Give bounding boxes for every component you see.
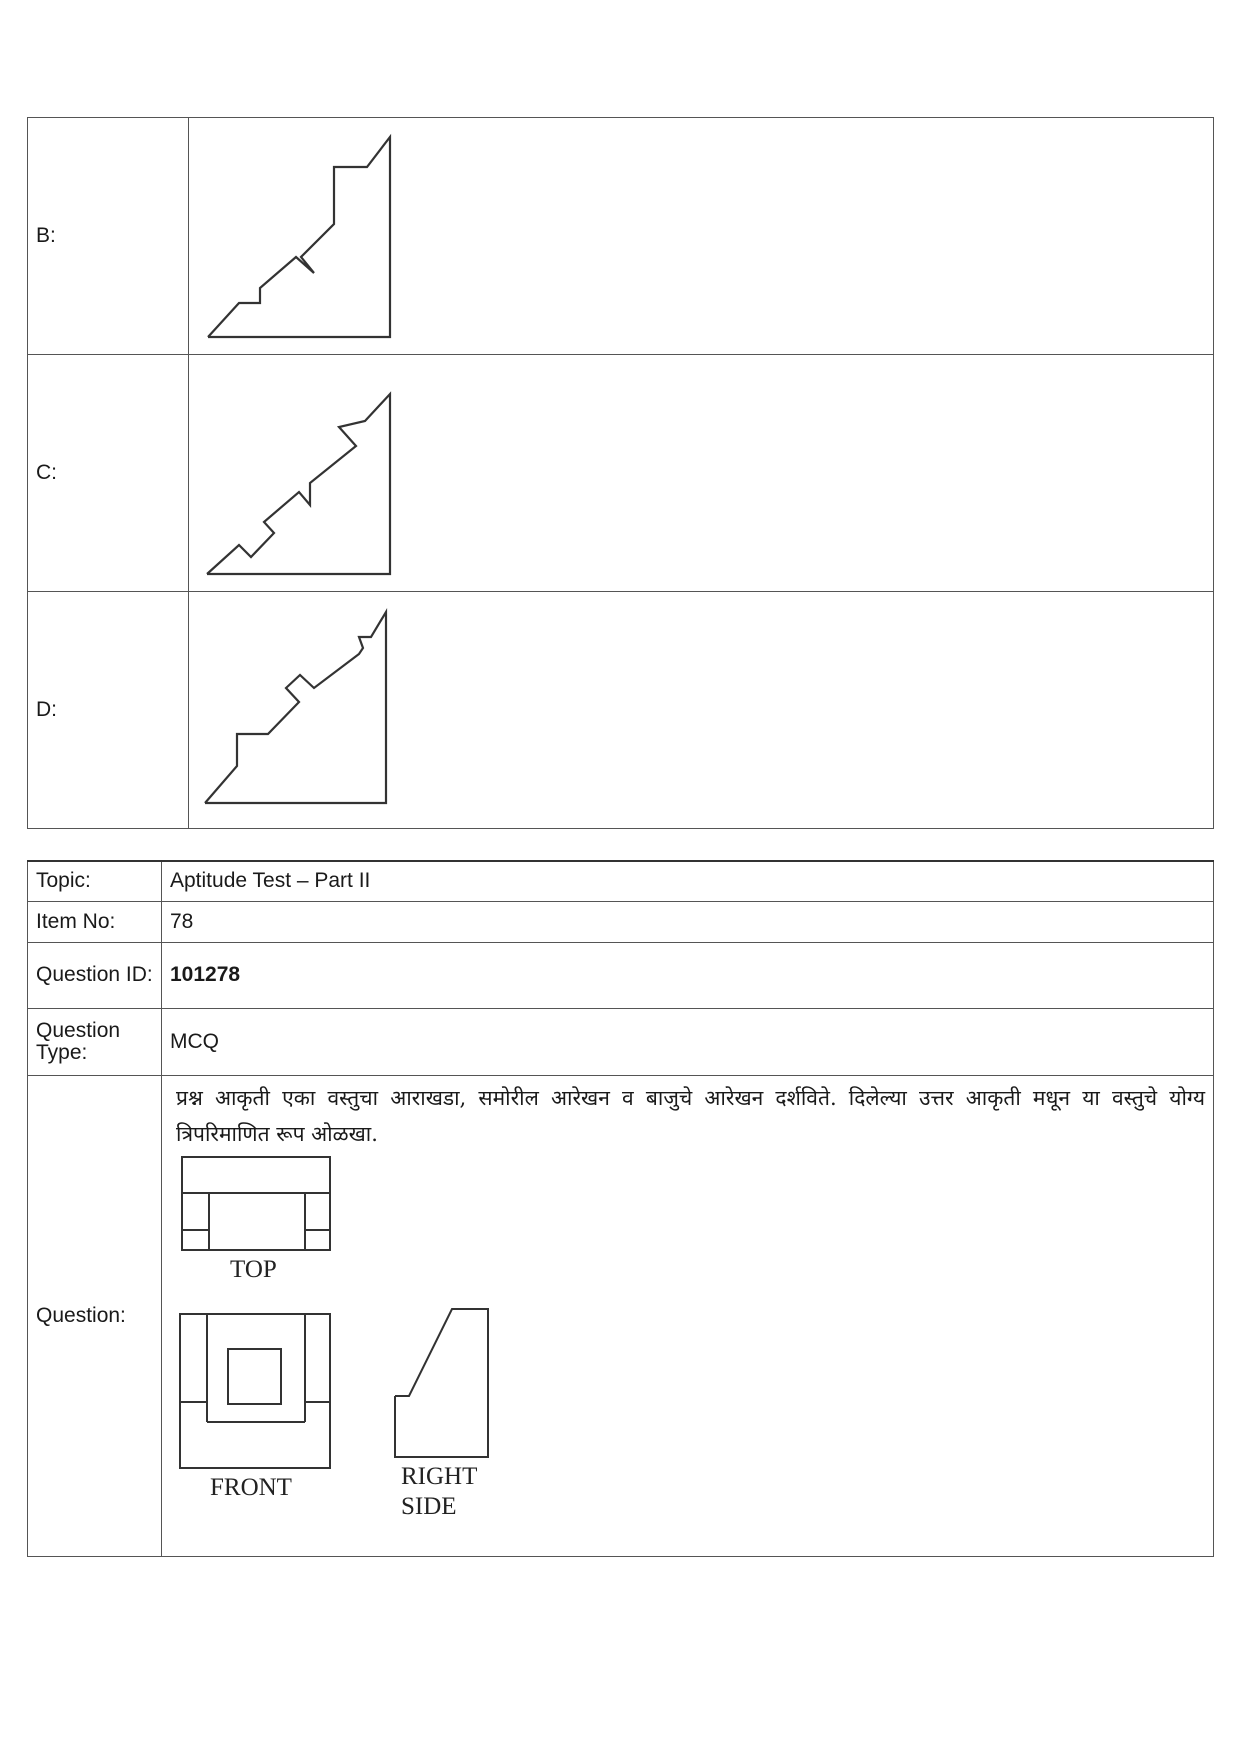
option-c-figure	[189, 355, 489, 591]
question-text: प्रश्न आकृती एका वस्तुचा आराखडा, समोरील आरेखन व बाजुचे आरेखन दर्शविते. दिलेल्या उत्तर आकृती मधून या वस्तुचे योग्य त्रिपरिमाणित रूप ओळखा.	[176, 1085, 1205, 1146]
question-id-label: Question ID:	[28, 942, 162, 1008]
question-id-value: 101278	[162, 942, 1214, 1008]
topic-value: Aptitude Test – Part II	[162, 861, 1214, 901]
option-d-figure	[189, 592, 489, 828]
question-label: Question:	[28, 1075, 162, 1556]
topic-row	[28, 861, 1214, 901]
option-figure-cell	[189, 355, 1214, 592]
question-row	[28, 1075, 1214, 1556]
option-b-shape	[208, 137, 390, 337]
top-view-label: TOP	[230, 1255, 277, 1283]
item-no-label: Item No:	[28, 901, 162, 942]
question-body	[162, 1075, 1214, 1556]
topic-label: Topic:	[28, 861, 162, 901]
option-label: B:	[28, 118, 189, 355]
option-figure-cell	[189, 118, 1214, 355]
option-d-shape	[205, 612, 386, 803]
orthographic-views-figure	[162, 1152, 502, 1537]
option-label: D:	[28, 592, 189, 829]
right-side-label-line-1: RIGHT	[401, 1462, 478, 1490]
answer-options-table	[27, 117, 1214, 829]
top-view	[182, 1157, 330, 1250]
question-id-row	[28, 942, 1214, 1008]
option-row-d[interactable]	[28, 592, 1214, 829]
item-no-value: 78	[162, 901, 1214, 942]
option-c-shape	[207, 394, 390, 574]
question-type-value: MCQ	[162, 1008, 1214, 1075]
option-figure-cell	[189, 592, 1214, 829]
option-label: C:	[28, 355, 189, 592]
question-meta-table	[27, 860, 1214, 1557]
right-side-label-line-2: SIDE	[401, 1492, 457, 1520]
question-type-row	[28, 1008, 1214, 1075]
front-view-label: FRONT	[210, 1473, 292, 1501]
question-type-label: Question Type:	[28, 1008, 162, 1075]
right-side-view	[395, 1309, 488, 1457]
option-b-figure	[189, 118, 489, 354]
option-row-c[interactable]	[28, 355, 1214, 592]
item-no-row	[28, 901, 1214, 942]
option-row-b[interactable]	[28, 118, 1214, 355]
front-view	[180, 1314, 330, 1468]
